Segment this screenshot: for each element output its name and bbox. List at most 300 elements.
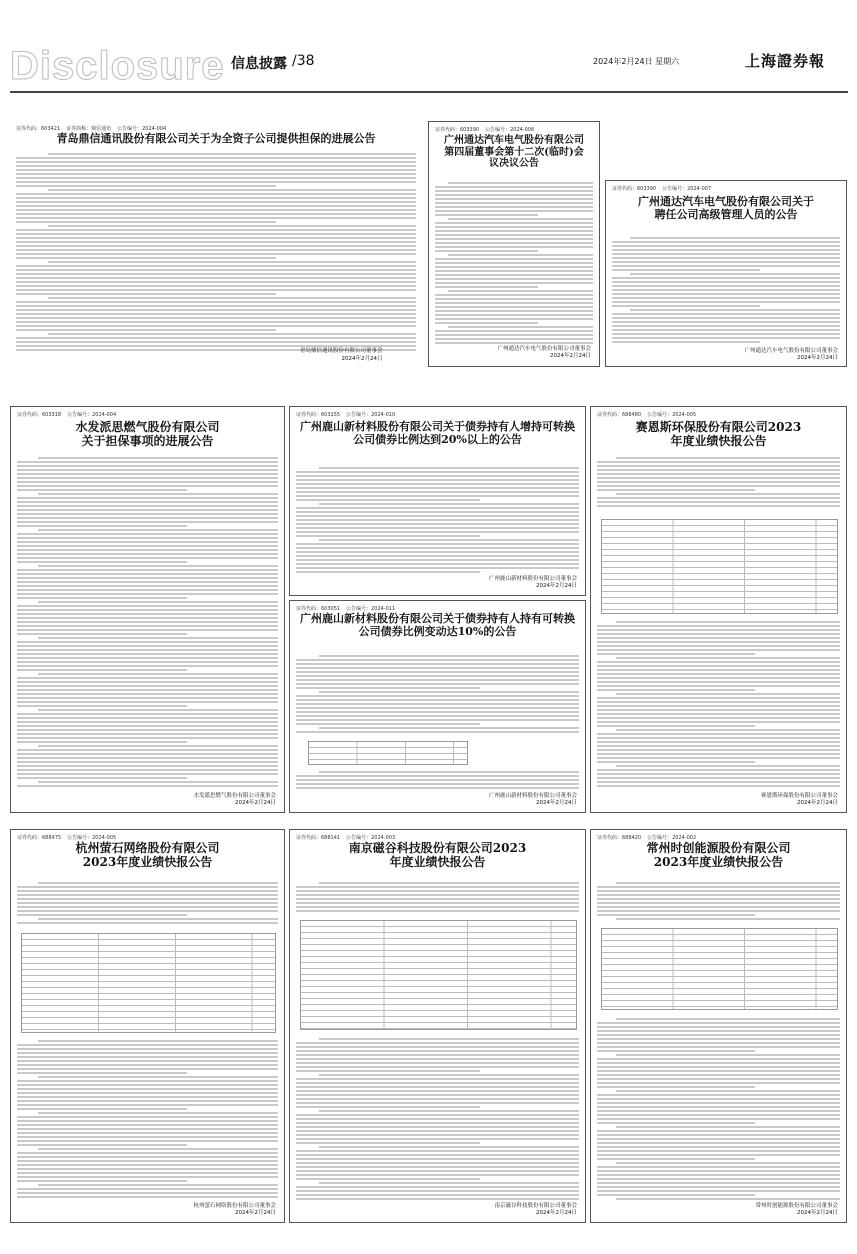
announcement-body <box>17 882 278 927</box>
announcement-body <box>597 621 840 791</box>
text-line <box>616 765 840 767</box>
text-line <box>16 193 416 195</box>
text-line <box>597 1058 840 1060</box>
text-line <box>597 1174 840 1176</box>
text-line <box>296 1050 579 1052</box>
announcement-meta: 证券代码：688420 公告编号：2024-002 <box>597 835 697 841</box>
text-line <box>296 515 579 517</box>
text-line <box>597 477 840 479</box>
text-line <box>597 894 840 896</box>
text-line <box>630 309 840 311</box>
text-line <box>296 479 579 481</box>
text-line <box>612 285 840 287</box>
text-line <box>435 214 538 216</box>
text-line <box>48 225 416 227</box>
text-line <box>296 719 579 721</box>
text-line <box>296 1198 579 1200</box>
text-line <box>448 182 593 184</box>
text-line <box>319 467 579 469</box>
text-line <box>435 234 593 236</box>
announcement-body <box>296 1038 579 1203</box>
text-line <box>16 245 416 247</box>
text-line <box>17 1160 278 1162</box>
text-line <box>296 1178 480 1180</box>
text-line <box>48 189 416 191</box>
text-line <box>435 222 593 224</box>
text-line <box>296 1194 579 1196</box>
text-line <box>597 685 840 687</box>
announcement-body <box>296 467 579 577</box>
text-line <box>16 173 416 175</box>
text-line <box>597 1130 840 1132</box>
text-line <box>17 753 278 755</box>
announcement-meta: 证券代码：603051 公告编号：2024-011 <box>296 606 396 612</box>
text-line <box>16 197 416 199</box>
text-line <box>597 1042 840 1044</box>
announcement-tongda-executive-appointment <box>605 180 847 367</box>
announcement-ezviz-results <box>10 829 285 1223</box>
text-line <box>616 1162 840 1164</box>
text-line <box>17 777 187 779</box>
text-line <box>296 1142 480 1144</box>
text-line <box>17 569 278 571</box>
text-line <box>597 1186 840 1188</box>
text-line <box>319 1074 579 1076</box>
header-rule <box>10 91 848 93</box>
page-number: /38 <box>292 53 315 69</box>
text-line <box>597 1062 840 1064</box>
text-line <box>597 1110 840 1112</box>
announcement-title: 广州通达汽车电气股份有限公司第四届董事会第十二次(临时)会议决议公告 <box>444 135 584 169</box>
text-line <box>16 241 416 243</box>
text-line <box>17 661 278 663</box>
text-line <box>17 513 278 515</box>
text-line <box>319 727 579 729</box>
text-line <box>17 477 278 479</box>
announcement-body <box>16 153 416 353</box>
text-line <box>296 471 579 473</box>
text-line <box>597 757 840 759</box>
text-line <box>435 278 593 280</box>
text-line <box>597 489 755 491</box>
text-line <box>16 165 416 167</box>
text-line <box>296 731 579 733</box>
text-line <box>597 1094 840 1096</box>
text-line <box>616 882 840 884</box>
text-line <box>296 483 579 485</box>
text-line <box>16 301 416 303</box>
text-line <box>597 1154 840 1156</box>
text-line <box>597 725 755 727</box>
text-line <box>597 669 840 671</box>
text-line <box>597 717 840 719</box>
text-line <box>48 333 416 335</box>
text-line <box>16 281 416 283</box>
text-line <box>597 1122 755 1124</box>
text-line <box>17 681 278 683</box>
text-line <box>319 539 579 541</box>
text-line <box>38 493 278 495</box>
text-line <box>296 1054 579 1056</box>
text-line <box>597 501 840 503</box>
text-line <box>435 294 593 296</box>
text-line <box>612 245 840 247</box>
text-line <box>16 305 416 307</box>
text-line <box>296 886 579 888</box>
text-line <box>296 715 579 717</box>
text-line <box>296 1186 579 1188</box>
text-line <box>296 1170 579 1172</box>
text-line <box>435 298 593 300</box>
announcement-title: 广州鹿山新材料股份有限公司关于债券持有人增持可转换公司债券比例达到20%以上的公告 <box>300 420 575 446</box>
text-line <box>38 1076 278 1078</box>
text-line <box>597 1038 840 1040</box>
text-line <box>435 258 593 260</box>
text-line <box>612 249 840 251</box>
text-line <box>17 593 278 595</box>
text-line <box>16 309 416 311</box>
announcement-saiensi-results <box>590 406 847 813</box>
text-line <box>16 161 416 163</box>
text-line <box>17 1144 187 1146</box>
text-line <box>597 665 840 667</box>
text-line <box>597 637 840 639</box>
text-line <box>597 1106 840 1108</box>
text-line <box>296 1042 579 1044</box>
text-line <box>597 705 840 707</box>
text-line <box>17 641 278 643</box>
text-line <box>597 910 840 912</box>
announcement-shichuang-results <box>590 829 847 1223</box>
text-line <box>296 667 579 669</box>
text-line <box>435 194 593 196</box>
text-line <box>17 785 278 787</box>
text-line <box>616 457 840 459</box>
text-line <box>296 559 579 561</box>
text-line <box>597 902 840 904</box>
text-line <box>597 1170 840 1172</box>
text-line <box>296 1166 579 1168</box>
text-line <box>38 637 278 639</box>
text-line <box>296 543 579 545</box>
announcement-body <box>296 882 579 914</box>
text-line <box>16 181 416 183</box>
text-line <box>597 709 840 711</box>
text-line <box>38 709 278 711</box>
announcement-shuifa-guarantee <box>10 406 285 813</box>
text-line <box>597 1078 840 1080</box>
text-line <box>319 1182 579 1184</box>
announcement-meta: 证券代码：603155 公告编号：2024-010 <box>296 412 396 418</box>
text-line <box>296 779 579 781</box>
text-line <box>296 910 579 912</box>
text-line <box>597 473 840 475</box>
text-line <box>17 757 278 759</box>
text-line <box>435 206 593 208</box>
text-line <box>16 317 416 319</box>
text-line <box>616 1126 840 1128</box>
text-line <box>296 1094 579 1096</box>
text-line <box>17 489 187 491</box>
text-line <box>296 531 579 533</box>
text-line <box>319 1146 579 1148</box>
text-line <box>296 671 579 673</box>
text-line <box>16 209 416 211</box>
text-line <box>296 695 579 697</box>
text-line <box>17 497 278 499</box>
text-line <box>435 318 593 320</box>
text-line <box>17 617 278 619</box>
text-line <box>597 1022 840 1024</box>
text-line <box>319 771 579 773</box>
text-line <box>597 733 840 735</box>
text-line <box>597 485 840 487</box>
text-line <box>597 1070 840 1072</box>
text-line <box>16 277 416 279</box>
text-line <box>616 657 840 659</box>
announcement-signature: 赛恩斯环保股份有限公司董事会 2024年2月24日 <box>760 792 838 807</box>
text-line <box>630 237 840 239</box>
text-line <box>296 1082 579 1084</box>
announcement-cigu-results <box>289 829 586 1223</box>
announcement-signature: 常州时创能源股份有限公司董事会 2024年2月24日 <box>755 1202 838 1217</box>
text-line <box>597 745 840 747</box>
text-line <box>597 1102 840 1104</box>
text-line <box>296 1138 579 1140</box>
text-line <box>612 257 840 259</box>
text-line <box>296 906 579 908</box>
text-line <box>16 201 416 203</box>
text-line <box>296 567 579 569</box>
text-line <box>597 898 840 900</box>
text-line <box>296 1190 579 1192</box>
text-line <box>17 713 278 715</box>
text-line <box>597 1098 840 1100</box>
text-line <box>296 475 579 477</box>
text-line <box>616 1018 840 1020</box>
text-line <box>17 649 278 651</box>
text-line <box>612 253 840 255</box>
text-line <box>17 689 278 691</box>
section-title: 信息披露 <box>231 56 287 72</box>
text-line <box>296 1154 579 1156</box>
text-line <box>319 655 579 657</box>
text-line <box>616 621 840 623</box>
text-line <box>17 545 278 547</box>
text-line <box>16 289 416 291</box>
text-line <box>296 1118 579 1120</box>
text-line <box>17 621 278 623</box>
text-line <box>17 894 278 896</box>
text-line <box>17 1192 278 1194</box>
text-line <box>435 310 593 312</box>
announcement-body <box>612 237 840 347</box>
text-line <box>16 233 416 235</box>
text-line <box>597 1166 840 1168</box>
text-line <box>597 461 840 463</box>
text-line <box>17 1080 278 1082</box>
text-line <box>296 699 579 701</box>
text-line <box>17 517 278 519</box>
text-line <box>597 1158 755 1160</box>
text-line <box>296 563 579 565</box>
announcement-body <box>597 457 840 512</box>
text-line <box>17 721 278 723</box>
text-line <box>435 186 593 188</box>
text-line <box>597 1034 840 1036</box>
text-line <box>597 914 755 916</box>
text-line <box>17 585 278 587</box>
text-line <box>17 914 187 916</box>
text-line <box>616 1090 840 1092</box>
announcement-body <box>296 771 579 791</box>
text-line <box>17 541 278 543</box>
text-line <box>17 577 278 579</box>
text-line <box>17 481 278 483</box>
text-line <box>296 1150 579 1152</box>
text-line <box>435 246 593 248</box>
text-line <box>296 551 579 553</box>
text-line <box>435 230 593 232</box>
text-line <box>17 1060 278 1062</box>
announcement-meta: 证券代码：688475 公告编号：2024-005 <box>17 835 117 841</box>
text-line <box>17 461 278 463</box>
brand-wordmark: Disclosure <box>10 44 225 88</box>
announcement-signature: 广州通达汽车电气股份有限公司董事会 2024年2月24日 <box>744 347 838 362</box>
text-line <box>48 297 416 299</box>
text-line <box>435 266 593 268</box>
text-line <box>17 657 278 659</box>
text-line <box>17 725 278 727</box>
text-line <box>612 301 840 303</box>
text-line <box>435 238 593 240</box>
text-line <box>16 265 416 267</box>
text-line <box>296 679 579 681</box>
text-line <box>296 663 579 665</box>
text-line <box>17 769 278 771</box>
text-line <box>296 787 579 789</box>
text-line <box>296 711 579 713</box>
text-line <box>616 693 840 695</box>
text-line <box>597 1082 840 1084</box>
text-line <box>16 253 416 255</box>
announcement-signature: 南京磁谷科技股份有限公司董事会 2024年2月24日 <box>494 1202 577 1217</box>
text-line <box>16 169 416 171</box>
text-line <box>17 1196 278 1198</box>
text-line <box>296 1086 579 1088</box>
text-line <box>597 1118 840 1120</box>
text-line <box>319 503 579 505</box>
text-line <box>17 1072 187 1074</box>
text-line <box>296 523 579 525</box>
text-line <box>435 270 593 272</box>
text-line <box>17 669 187 671</box>
text-line <box>597 906 840 908</box>
text-line <box>17 501 278 503</box>
text-line <box>597 785 840 787</box>
text-line <box>597 1066 840 1068</box>
text-line <box>17 537 278 539</box>
text-line <box>612 289 840 291</box>
text-line <box>296 1126 579 1128</box>
text-line <box>597 653 755 655</box>
text-line <box>612 325 840 327</box>
text-line <box>17 597 187 599</box>
text-line <box>16 269 416 271</box>
text-line <box>17 1164 278 1166</box>
text-line <box>319 1110 579 1112</box>
text-line <box>17 633 187 635</box>
text-line <box>597 1026 840 1028</box>
announcement-signature: 青岛鼎信通讯股份有限公司董事会 2024年2月24日 <box>300 348 383 362</box>
text-line <box>16 185 276 187</box>
text-line <box>17 898 278 900</box>
text-line <box>612 293 840 295</box>
text-line <box>597 753 840 755</box>
text-line <box>616 493 840 495</box>
text-line <box>296 683 579 685</box>
text-line <box>319 882 579 884</box>
text-line <box>17 701 278 703</box>
text-line <box>17 509 278 511</box>
text-line <box>435 322 538 324</box>
text-line <box>597 1146 840 1148</box>
announcement-title: 常州时创能源股份有限公司2023年度业绩快报公告 <box>646 841 791 869</box>
text-line <box>17 922 278 924</box>
text-line <box>16 345 416 347</box>
text-line <box>17 609 278 611</box>
text-line <box>597 633 840 635</box>
announcement-title: 青岛鼎信通讯股份有限公司关于为全资子公司提供担保的进展公告 <box>56 132 376 145</box>
text-line <box>597 1150 840 1152</box>
announcement-tongda-board-resolution <box>428 121 600 367</box>
text-line <box>296 495 579 497</box>
text-line <box>597 1046 840 1048</box>
text-line <box>597 1142 840 1144</box>
text-line <box>435 334 593 336</box>
text-line <box>612 305 760 307</box>
text-line <box>597 641 840 643</box>
text-line <box>597 629 840 631</box>
text-line <box>17 485 278 487</box>
text-line <box>16 341 416 343</box>
text-line <box>597 673 840 675</box>
text-line <box>296 890 579 892</box>
text-line <box>435 242 593 244</box>
text-line <box>435 302 593 304</box>
text-line <box>435 210 593 212</box>
text-line <box>17 677 278 679</box>
announcement-meta: 证券代码：603318 公告编号：2024-004 <box>17 412 117 418</box>
issue-date: 2024年2月24日 星期六 <box>593 57 680 66</box>
announcement-body <box>17 1040 278 1200</box>
announcement-dingxin-guarantee <box>10 121 422 367</box>
announcement-lushan-20pct <box>289 406 586 596</box>
text-line <box>296 1046 579 1048</box>
text-line <box>17 1084 278 1086</box>
text-line <box>597 769 840 771</box>
text-line <box>296 491 579 493</box>
text-line <box>17 525 187 527</box>
announcement-title: 广州鹿山新材料股份有限公司关于债券持有人持有可转换公司债券比例变动达10%的公告 <box>300 612 575 638</box>
text-line <box>38 601 278 603</box>
text-line <box>17 749 278 751</box>
text-line <box>17 902 278 904</box>
text-line <box>597 777 840 779</box>
text-line <box>17 1132 278 1134</box>
text-line <box>17 533 278 535</box>
financial-results-table <box>300 920 577 1030</box>
